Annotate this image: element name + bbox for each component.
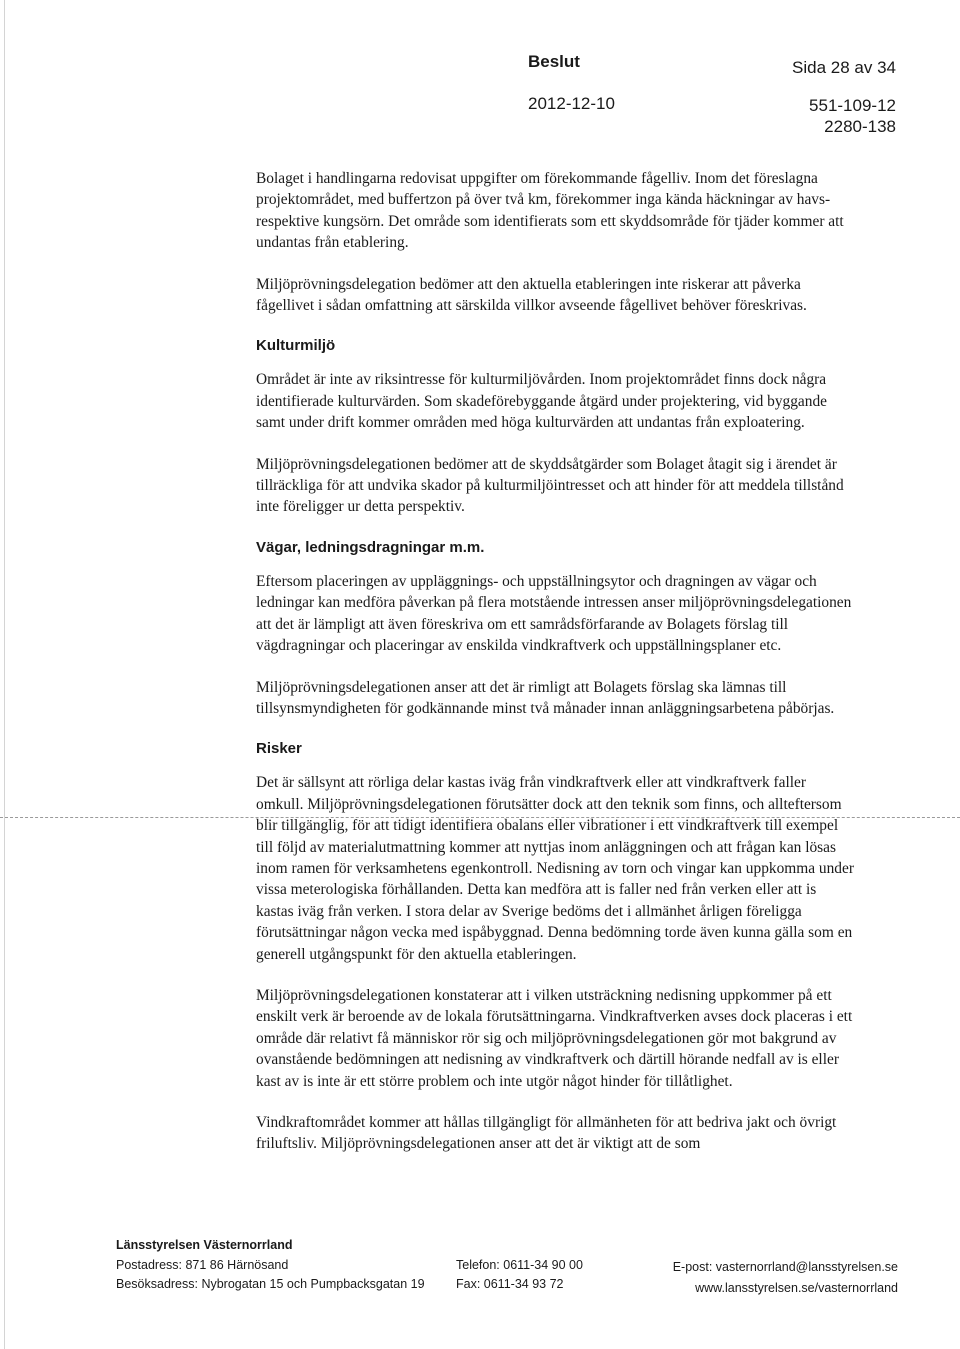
heading-kulturmiljo: Kulturmiljö bbox=[256, 337, 336, 355]
footer-phone: Telefon: 0611-34 90 00 bbox=[456, 1258, 583, 1272]
paragraph-cultural-assessment: Miljöprövningsdelegationen bedömer att de skyddsåtgärder som Bolaget åtagit sig i ärendet är tillräckliga för att undvika skador på kulturmiljöintresset och att hinder för att meddela tillstånd inte föreligger ur detta perspektiv. bbox=[256, 455, 844, 516]
decision-date: 2012-12-10 bbox=[528, 94, 615, 113]
scan-fold-line bbox=[0, 817, 960, 818]
paragraph-bird-assessment: Miljöprövningsdelegation bedömer att den aktuella etableringen inte riskerar att påverka fågellivet i sådan omfattning att särskilda villkor avseende fågellivet behöver föreskrivas. bbox=[256, 275, 807, 315]
heading-risker: Risker bbox=[256, 740, 302, 758]
footer-postal-address: Postadress: 871 86 Härnösand bbox=[116, 1258, 289, 1272]
paragraph-bird-data: Bolaget i handlingarna redovisat uppgifter om förekommande fågelliv. Inom det föreslagna projektområdet, med buffertzon på över två km, förekommer inga kända häckningar av havs- respektive kungsörn. Det område som identifierats som ett skyddsområde för tjäder kommer att undantas från etablering. bbox=[256, 170, 844, 252]
footer-website: www.lansstyrelsen.se/vasternorrland bbox=[695, 1281, 898, 1295]
paragraph-icing-assessment: Miljöprövningsdelegationen konstaterar att i vilken utsträckning nedisning uppkommer på ett enskilt verk är beroende av de lokala förutsättningarna. Vindkraftverken avses dock placeras i ett område där relativt få människor rör sig och miljöprövningsdelegationen gör mot bakgrund av ovanstående bedömningen att nedisning av vindkraftverk och därtill hörande nedfall av is eller kast av is inte är ett större problem och inte utgör något hinder för tillåtlighet. bbox=[256, 986, 853, 1090]
case-number-2: 2280-138 bbox=[824, 117, 896, 136]
document-type: Beslut bbox=[528, 52, 580, 71]
footer-visit-address: Besöksadress: Nybrogatan 15 och Pumpbacksgatan 19 bbox=[116, 1277, 425, 1291]
footer-fax: Fax: 0611-34 93 72 bbox=[456, 1277, 564, 1291]
paragraph-cultural-values: Området är inte av riksintresse för kulturmiljövården. Inom projektområdet finns dock några identifierade kulturvärden. Som skadeförebyggande åtgärd under projektering, vid byggande samt under drift kommer områden med höga kulturvärden att undantas från exploatering. bbox=[256, 371, 827, 432]
paragraph-roads-approval: Miljöprövningsdelegationen anser att det är rimligt att Bolagets förslag ska lämnas till tillsynsmyndigheten för godkännande minst två månader innan anläggningsarbetena påbörjas. bbox=[256, 678, 835, 717]
footer-organization: Länsstyrelsen Västernorrland bbox=[116, 1238, 293, 1252]
page-edge-line bbox=[4, 0, 5, 1349]
heading-vagar: Vägar, ledningsdragningar m.m. bbox=[256, 538, 485, 556]
case-number-1: 551-109-12 bbox=[809, 96, 896, 115]
paragraph-roads-consultation: Eftersom placeringen av uppläggnings- och uppställningsytor och dragningen av vägar och ledningar kan medföra påverkan på flera motstående intressen anser miljöprövningsdelegationen att det är lämpligt att även föreskriva om ett samrådsförfarande av Bolagets förslag till vägdragningar och placeringar av enskilda vindkraftverk och uppställningsplaner etc. bbox=[256, 572, 852, 655]
document-body bbox=[256, 168, 856, 1175]
footer-email: E-post: vasternorrland@lansstyrelsen.se bbox=[672, 1260, 898, 1274]
page-number: Sida 28 av 34 bbox=[792, 58, 896, 77]
paragraph-public-access: Vindkraftområdet kommer att hållas tillgängligt för allmänheten för att bedriva jakt och övrigt friluftsliv. Miljöprövningsdelegationen anser att det är viktigt att de som bbox=[256, 1114, 837, 1153]
paragraph-risks-icing: Det är sällsynt att rörliga delar kastas iväg från vindkraftverk eller att vindkraftverk faller omkull. Miljöprövningsdelegationen förutsätter dock att den teknik som finns, och allteftersom blir tillgänglig, för att tidigt identifiera obalans eller vibrationer i ett vindkraftverk till exempel till följd av materialutmattning kommer att nyttjas inom anläggningen och att frågan kan lösas inom ramen för verksamhetens egenkontroll. Nedisning av torn och vingar kan uppkomma under vissa meterologiska förhållanden. Detta kan medföra att is faller ned från verken eller att is kastas iväg från verken. I stora delar av Sverige bedöms det i allmänhet årligen föreligga förutsättningar någon vecka med ispåbyggnad. Denna bedömning torde även kunna gälla som en generell utgångspunkt för den aktuella etableringen. bbox=[256, 774, 854, 963]
